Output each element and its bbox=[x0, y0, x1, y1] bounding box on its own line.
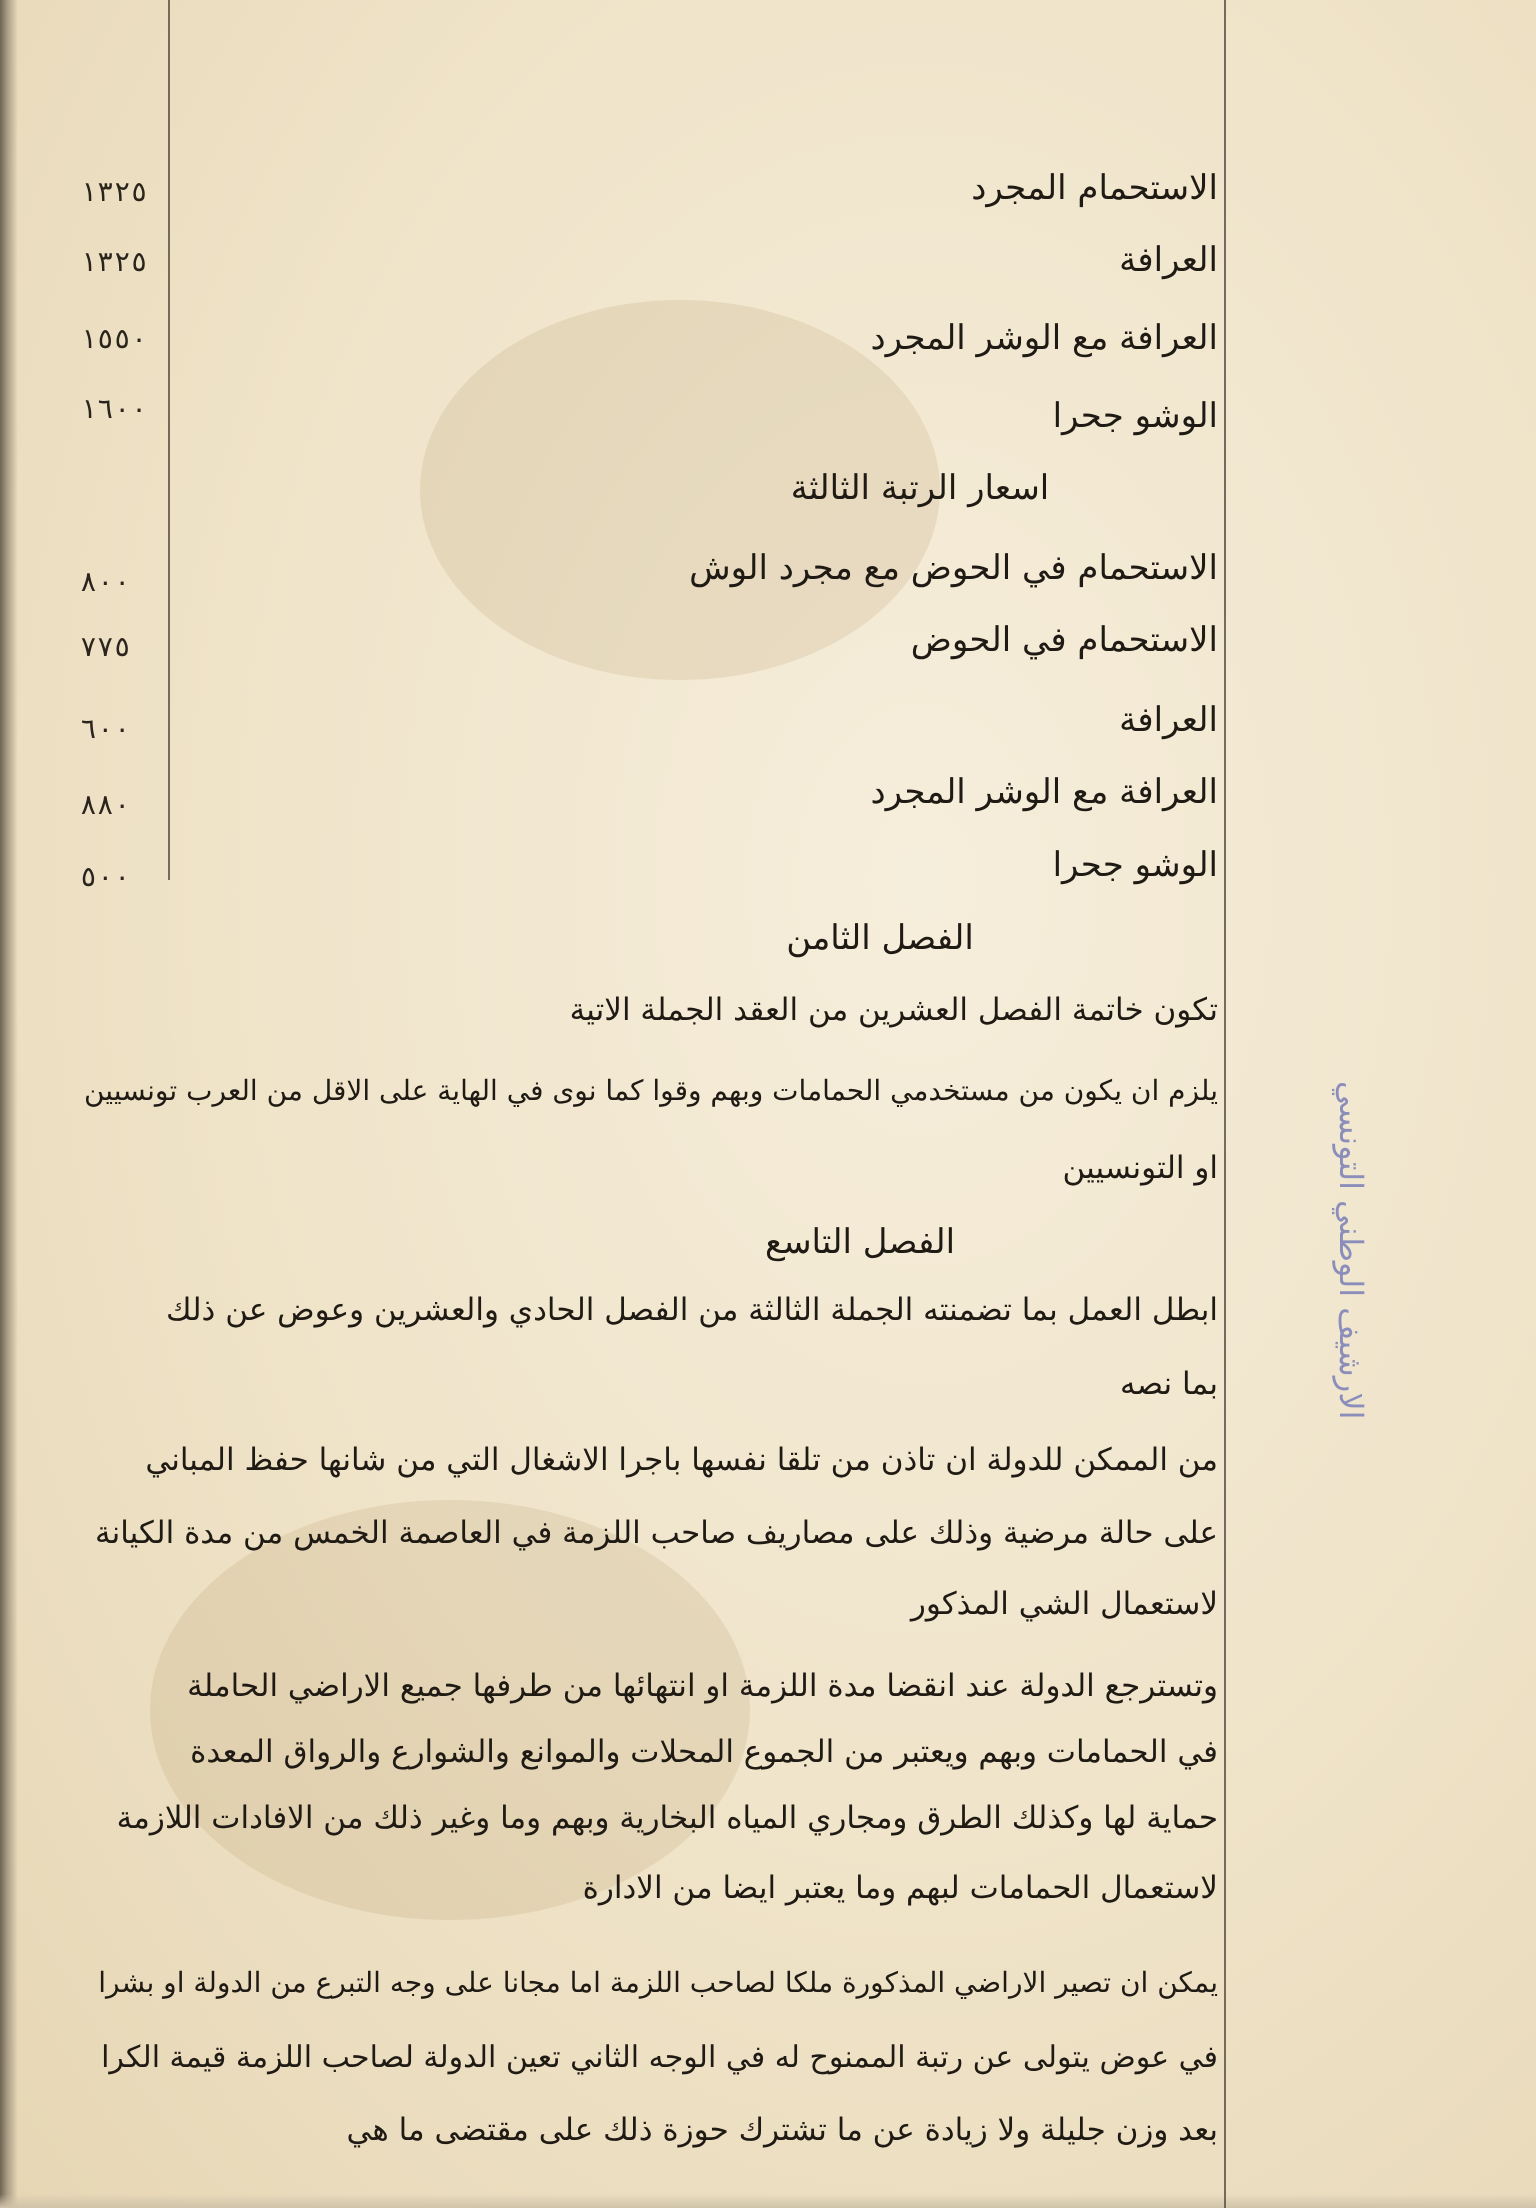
price-value: ٦٠٠ bbox=[80, 712, 131, 745]
price-label: العرافة bbox=[1119, 700, 1218, 740]
price-label: الاستحمام في الحوض مع مجرد الوش bbox=[689, 548, 1218, 588]
price-value: ١٥٥٠ bbox=[80, 322, 148, 355]
section-nine-line: على حالة مرضية وذلك على مصاريف صاحب اللزمة في العاصمة الخمس من مدة الكيانة bbox=[94, 1515, 1218, 1551]
section-nine-line: بما نصه bbox=[1120, 1366, 1218, 1402]
section-nine-line: من الممكن للدولة ان تاذن من تلقا نفسها باجرا الاشغال التي من شانها حفظ المباني bbox=[145, 1442, 1218, 1478]
page-bottom-edge bbox=[0, 2194, 1536, 2208]
section-nine-line: لاستعمال الحمامات لبهم وما يعتبر ايضا من الادارة bbox=[582, 1870, 1218, 1906]
section-eight-line: يلزم ان يكون من مستخدمي الحمامات وبهم وقوا كما نوى في الهاية على الاقل من العرب تونسيين bbox=[83, 1074, 1218, 1107]
page-left-edge-shadow bbox=[0, 0, 18, 2208]
section-nine-line: حماية لها وكذلك الطرق ومجاري المياه البخارية وبهم وما وغير ذلك من الافادات اللازمة bbox=[116, 1800, 1218, 1836]
price-label: الوشو جحرا bbox=[1052, 396, 1218, 436]
price-value: ٨٠٠ bbox=[80, 565, 131, 598]
section-nine-line: بعد وزن جليلة ولا زيادة عن ما تشترك حوزة ذلك على مقتضى ما هي bbox=[346, 2112, 1218, 2148]
price-value: ١٣٢٥ bbox=[80, 245, 148, 278]
section-third-title: اسعار الرتبة الثالثة bbox=[790, 468, 1050, 508]
price-label: الاستحمام في الحوض bbox=[910, 620, 1218, 660]
paper-stain bbox=[150, 1500, 750, 1920]
archive-stamp: الارشيف الوطني التونسي bbox=[1332, 1080, 1370, 1420]
margin-line-right bbox=[1224, 0, 1226, 2208]
price-label: العرافة bbox=[1119, 240, 1218, 280]
section-nine-line: في الحمامات وبهم ويعتبر من الجموع المحلات والموانع والشوارع والرواق المعدة bbox=[190, 1734, 1218, 1770]
margin-line-left bbox=[168, 0, 170, 880]
price-value: ١٣٢٥ bbox=[80, 175, 148, 208]
price-label: الاستحمام المجرد bbox=[971, 168, 1218, 208]
price-label: الوشو جحرا bbox=[1052, 845, 1218, 885]
price-value: ٧٧٥ bbox=[80, 630, 131, 663]
price-value: ٨٨٠ bbox=[80, 788, 131, 821]
section-nine-line: لاستعمال الشي المذكور bbox=[910, 1586, 1218, 1622]
section-nine-line: ابطل العمل بما تضمنته الجملة الثالثة من الفصل الحادي والعشرين وعوض عن ذلك bbox=[165, 1292, 1218, 1328]
section-nine-title: الفصل التاسع bbox=[764, 1222, 956, 1262]
section-eight-title: الفصل الثامن bbox=[786, 918, 974, 958]
price-label: العرافة مع الوشر المجرد bbox=[870, 772, 1218, 812]
section-eight-line: او التونسيين bbox=[1062, 1150, 1218, 1186]
price-label: العرافة مع الوشر المجرد bbox=[870, 318, 1218, 358]
price-value: ١٦٠٠ bbox=[80, 392, 148, 425]
section-nine-line: وتسترجع الدولة عند انقضا مدة اللزمة او انتهائها من طرفها جميع الاراضي الحاملة bbox=[187, 1668, 1218, 1704]
section-nine-line: في عوض يتولى عن رتبة الممنوح له في الوجه الثاني تعين الدولة لصاحب اللزمة قيمة الكرا bbox=[101, 2040, 1218, 2075]
section-eight-line: تكون خاتمة الفصل العشرين من العقد الجملة الاتية bbox=[569, 992, 1218, 1028]
price-value: ٥٠٠ bbox=[80, 860, 131, 893]
section-nine-line: يمكن ان تصير الاراضي المذكورة ملكا لصاحب اللزمة اما مجانا على وجه التبرع من الدولة او بشرا bbox=[98, 1966, 1218, 1999]
